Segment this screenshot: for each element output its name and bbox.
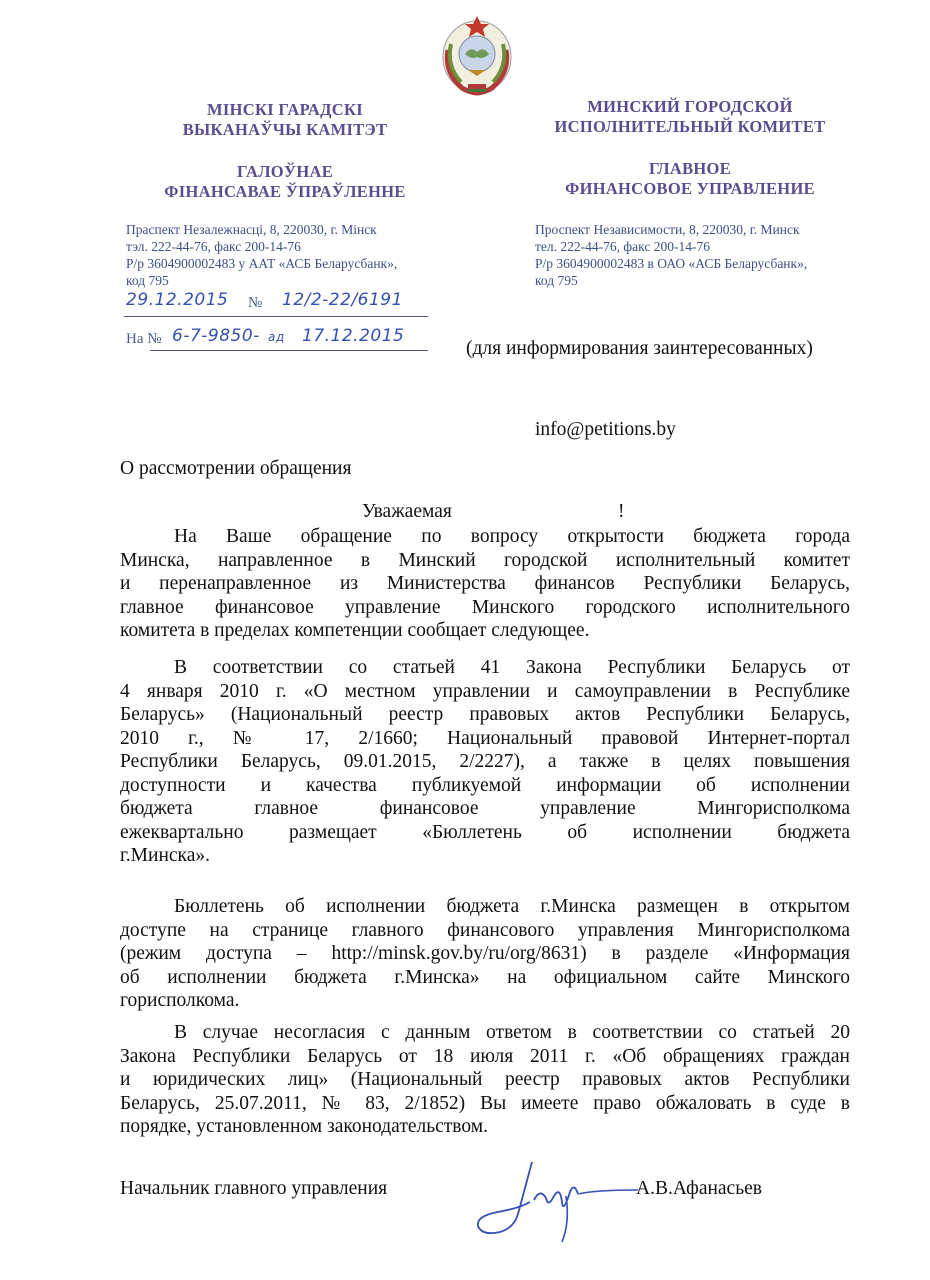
signatory-name: А.В.Афанасьев — [636, 1178, 762, 1199]
paragraph-3 — [120, 895, 850, 1013]
right-address-line2: тел. 222-44-76, факс 200-14-76 — [535, 239, 710, 254]
p4-line: В случае несогласия с данным ответом в соответствии со статьей 20 — [174, 1022, 850, 1043]
left-header-title — [160, 100, 410, 202]
right-header-line4: ФИНАНСОВОЕ УПРАВЛЕНИЕ — [565, 179, 815, 198]
right-address-line1: Проспект Независимости, 8, 220030, г. Минск — [535, 222, 800, 237]
outgoing-number-label: № — [248, 295, 263, 311]
left-address-line1: Праспект Незалежнасці, 8, 220030, г. Мінск — [126, 222, 377, 237]
left-header-line1: МІНСКІ ГАРАДСКІ — [207, 100, 363, 119]
reference-number: 6-7-9850- — [172, 326, 260, 346]
p1-line: На Ваше обращение по вопросу открытости бюджета города — [174, 526, 850, 547]
reference-mark: ад — [268, 330, 285, 344]
p2-line: 2010 г., № 17, 2/1660; Национальный правовой Интернет-портал — [120, 727, 850, 749]
right-header-line2: ИСПОЛНИТЕЛЬНЫЙ КОМИТЕТ — [554, 117, 826, 136]
left-header-line3: ГАЛОЎНАЕ — [236, 162, 333, 181]
greeting-mark: ! — [618, 501, 625, 522]
p4-line: Беларусь, 25.07.2011, № 83, 2/1852) Вы имеете право обжаловать в суде в — [120, 1092, 850, 1114]
p3-line: Бюллетень об исполнении бюджета г.Минска размещен в открытом — [174, 896, 850, 917]
reference-underline — [150, 350, 428, 351]
p3-line: горисполкома. — [120, 990, 240, 1011]
p2-line: ежеквартально размещает «Бюллетень об исполнении бюджета — [120, 821, 850, 843]
right-header-line1: МИНСКИЙ ГОРОДСКОЙ — [587, 97, 793, 116]
right-address-line3: Р/р 3604900002483 в ОАО «АСБ Беларусбанк», — [535, 256, 808, 271]
right-header-title — [520, 97, 860, 199]
recipient-note: (для информирования заинтересованных) — [466, 338, 813, 359]
p2-line: 4 января 2010 г. «О местном управлении и самоуправлении в Республике — [120, 680, 850, 702]
paragraph-2 — [120, 656, 850, 868]
p4-line: порядке, установленном законодательством. — [120, 1116, 488, 1137]
left-address-line2: тэл. 222-44-76, факс 200-14-76 — [126, 239, 301, 254]
p4-line: Закона Республики Беларусь от 18 июля 2011 г. «Об обращениях граждан — [120, 1045, 850, 1067]
greeting-word: Уважаемая — [362, 501, 452, 522]
letter-subject: О рассмотрении обращения — [120, 458, 352, 479]
p2-line: бюджета главное финансовое управление Мингорисполкома — [120, 798, 850, 819]
p1-line: главное финансовое управление Минского городского исполнительного — [120, 596, 850, 618]
outgoing-underline — [124, 316, 428, 317]
left-header-line4: ФІНАНСАВАЕ ЎПРАЎЛЕННЕ — [164, 182, 406, 201]
p2-line: В соответствии со статьей 41 Закона Республики Беларусь от — [174, 657, 850, 678]
paragraph-1 — [120, 525, 850, 643]
p1-line: и перенаправленное из Министерства финансов Республики Беларусь, — [120, 573, 850, 594]
signatory-position: Начальник главного управления — [120, 1178, 388, 1199]
outgoing-number: 12/2-22/6191 — [282, 290, 403, 310]
p1-line: комитета в пределах компетенции сообщает следующее. — [120, 620, 590, 641]
p2-line: Беларусь» (Национальный реестр правовых актов Республики Беларусь, — [120, 704, 850, 725]
p3-line: доступе на странице главного финансового управления Мингорисполкома — [120, 919, 850, 941]
outgoing-date: 29.12.2015 — [126, 290, 229, 310]
right-header-address — [535, 221, 865, 289]
recipient-email: info@petitions.by — [535, 419, 676, 440]
handwritten-signature-icon — [470, 1152, 640, 1252]
state-emblem-icon — [438, 10, 516, 96]
paragraph-4 — [120, 1021, 850, 1139]
p3-line: об исполнении бюджета г.Минска» на официальном сайте Минского — [120, 966, 850, 988]
reference-number-label: На № — [126, 331, 162, 347]
p1-line: Минска, направленное в Минский городской исполнительный комитет — [120, 549, 850, 571]
p2-line: Республики Беларусь, 09.01.2015, 2/2227), а также в целях повышения — [120, 751, 850, 772]
p3-line: (режим доступа – http://minsk.gov.by/ru/org/8631) в разделе «Информация — [120, 943, 850, 964]
p2-line: доступности и качества публикуемой информации об исполнении — [120, 774, 850, 796]
left-address-line3: Р/р 3604900002483 у ААТ «АСБ Беларусбанк», — [126, 256, 398, 271]
reference-date: 17.12.2015 — [302, 326, 405, 346]
p2-line: г.Минска». — [120, 845, 210, 866]
left-header-address — [126, 221, 446, 289]
right-address-line4: код 795 — [535, 273, 578, 288]
right-header-line3: ГЛАВНОЕ — [649, 159, 731, 178]
left-address-line4: код 795 — [126, 273, 169, 288]
p4-line: и юридических лиц» (Национальный реестр правовых актов Республики — [120, 1069, 850, 1090]
left-header-line2: ВЫКАНАЎЧЫ КАМІТЭТ — [182, 120, 388, 139]
